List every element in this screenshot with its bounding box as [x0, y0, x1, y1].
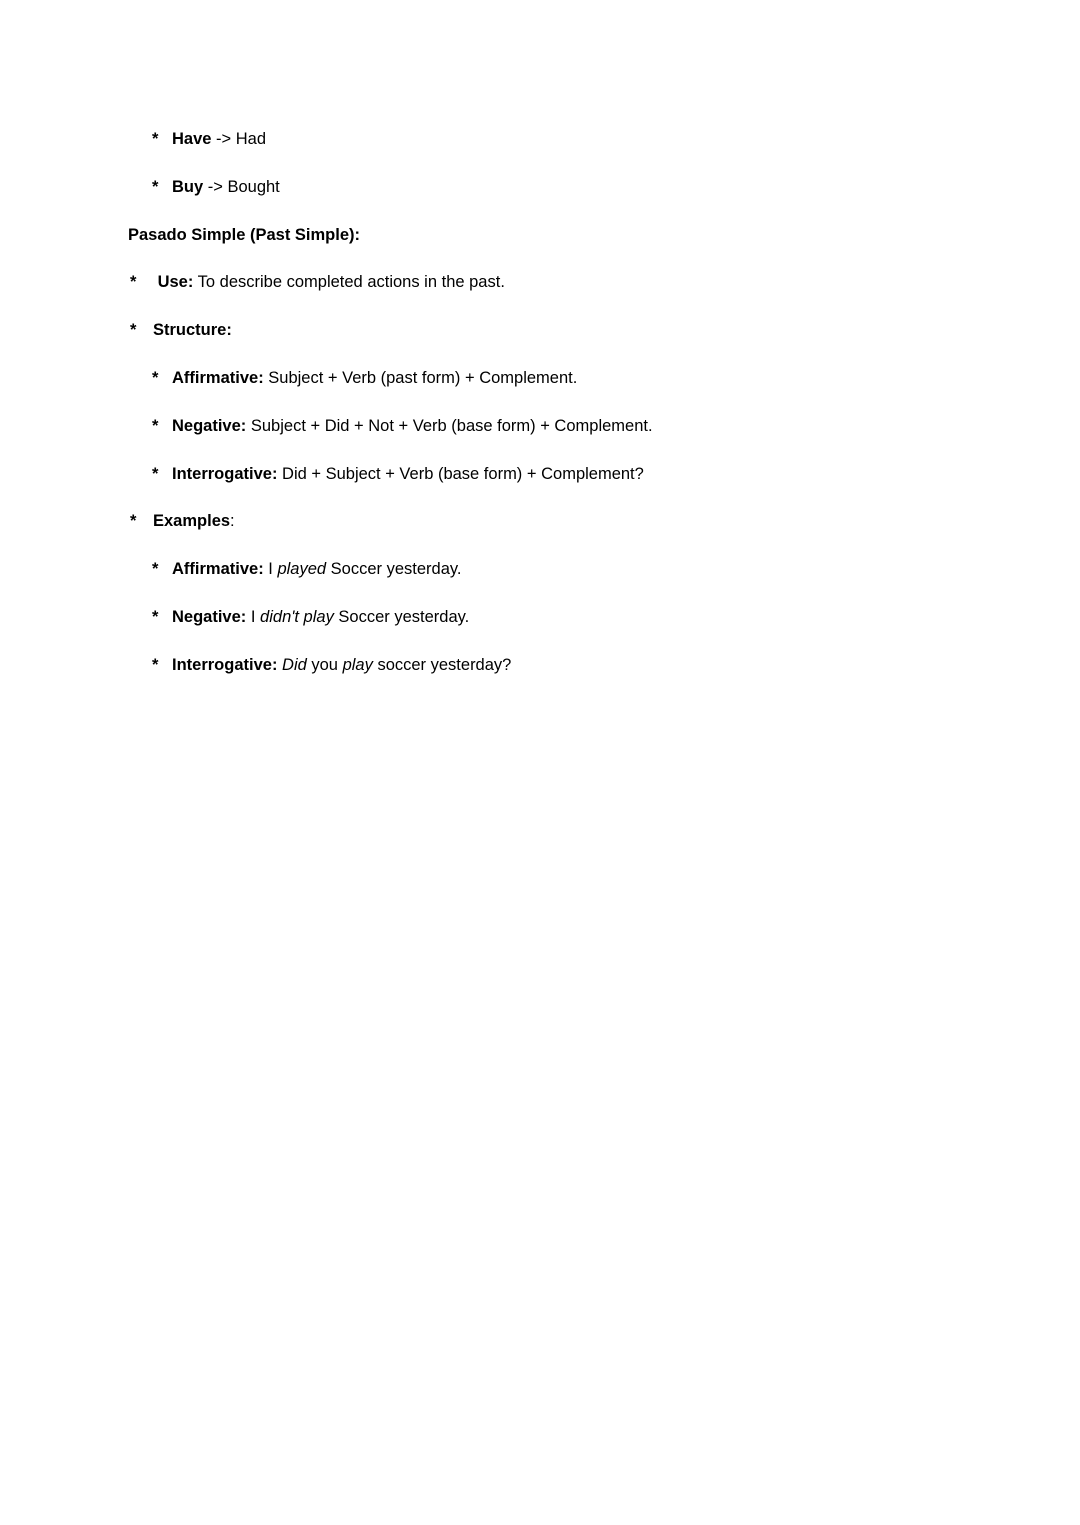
text-segment: Did + Subject + Verb (base form) + Complement?	[277, 464, 644, 483]
line-content	[172, 465, 644, 484]
text-segment: soccer yesterday?	[372, 655, 512, 674]
bullet-item	[128, 321, 1000, 340]
line-content	[153, 321, 232, 340]
text-segment: Negative:	[172, 416, 247, 435]
line-content	[172, 608, 469, 627]
text-segment: Interrogative:	[172, 464, 278, 483]
line-content	[172, 656, 511, 675]
text-segment: Buy	[172, 177, 204, 196]
bullet-marker: *	[130, 512, 137, 531]
line-content	[172, 178, 280, 197]
bullet-marker: *	[130, 321, 137, 340]
line-content	[172, 560, 462, 579]
bullet-item	[128, 465, 1000, 484]
text-segment: Soccer yesterday.	[326, 560, 462, 579]
text-segment: -> Bought	[203, 177, 280, 196]
bullet-marker: *	[152, 607, 159, 626]
bullet-marker: *	[152, 464, 159, 483]
text-segment: I	[263, 560, 278, 579]
text-segment: Affirmative:	[172, 560, 264, 579]
text-segment: Examples	[153, 512, 231, 531]
text-segment: Have	[172, 130, 212, 148]
text-segment: Affirmative:	[172, 368, 264, 387]
section-heading	[128, 226, 1000, 245]
line-content	[172, 369, 577, 388]
text-segment: Subject + Did + Not + Verb (base form) + Complement.	[246, 416, 653, 435]
text-segment: didn't play	[260, 607, 334, 626]
bullet-item	[128, 560, 1000, 579]
bullet-item	[128, 512, 1000, 531]
bullet-marker: *	[152, 130, 159, 148]
text-segment: :	[230, 512, 235, 531]
bullet-item	[128, 130, 1000, 149]
bullet-marker: *	[152, 368, 159, 387]
bullet-marker: *	[152, 416, 159, 435]
text-segment: Soccer yesterday.	[333, 607, 470, 626]
bullet-item	[128, 608, 1000, 627]
bullet-marker: *	[152, 177, 159, 196]
text-segment: play	[342, 655, 373, 674]
bullet-item	[128, 369, 1000, 388]
bullet-item	[128, 178, 1000, 197]
text-segment: Use:	[153, 273, 194, 292]
bullet-marker: *	[152, 655, 159, 674]
line-content	[153, 512, 235, 531]
text-segment: -> Had	[211, 130, 267, 148]
text-segment: I	[246, 607, 261, 626]
text-segment: Pasado Simple (Past Simple):	[128, 225, 360, 244]
text-segment: Negative:	[172, 607, 247, 626]
text-segment: Did	[282, 655, 307, 674]
line-content	[172, 417, 653, 436]
bullet-marker: *	[152, 560, 159, 579]
text-segment: Structure:	[153, 321, 232, 340]
bullet-item	[128, 417, 1000, 436]
line-content	[128, 226, 360, 245]
bullet-item	[128, 656, 1000, 675]
bullet-marker: *	[130, 273, 137, 292]
text-segment: To describe completed actions in the past.	[193, 273, 505, 292]
line-content	[172, 130, 266, 149]
text-segment: played	[277, 560, 327, 579]
text-segment: Subject + Verb (past form) + Complement.	[263, 368, 578, 387]
text-segment: Interrogative:	[172, 655, 278, 674]
text-segment: you	[306, 655, 343, 674]
bullet-item	[128, 273, 1000, 292]
line-content	[153, 273, 505, 292]
